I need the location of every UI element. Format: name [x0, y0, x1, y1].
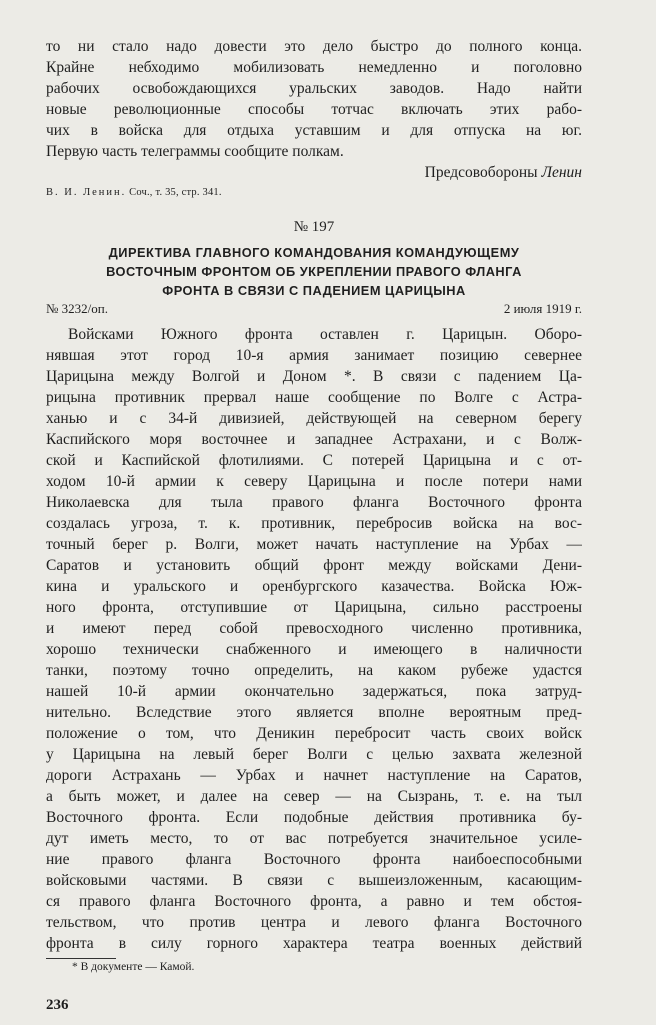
- page-number: 236: [46, 997, 69, 1013]
- footnote: * В документе — Камой.: [72, 961, 195, 973]
- text-line: ской и Каспийской флотилиями. С потерей Царицына и с от-: [46, 452, 582, 469]
- text-line: точный берег р. Волги, может начать наступление на Урбах —: [46, 536, 582, 553]
- text-line: Царицына между Волгой и Доном *. В связи с падением Ца-: [46, 368, 582, 385]
- text-line: танки, поэтому точно определить, на каком рубеже удастся: [46, 662, 582, 679]
- text-line: ние правого фланга Восточного фронта наибоеспособными: [46, 851, 582, 868]
- text-line: рицына противник прервал наше сообщение по Волге с Астра-: [46, 389, 582, 406]
- opening-paragraph: [46, 36, 582, 162]
- text-line: Каспийского моря восточнее и западнее Астрахани, и с Волж-: [46, 431, 582, 448]
- title-line: ФРОНТА В СВЯЗИ С ПАДЕНИЕМ ЦАРИЦЫНА: [162, 283, 466, 298]
- text-line: тельством, что против центра и левого фланга Восточного: [46, 914, 582, 931]
- body-paragraph: [46, 324, 582, 954]
- text-line: нашей 10-й армии окончательно задержаться, пока затруд-: [46, 683, 582, 700]
- text-line: ханью и с 34-й дивизией, действующей на северном берегу: [46, 410, 582, 427]
- signature: [46, 162, 582, 183]
- text-line: положение о том, что Деникин перебросит часть своих войск: [46, 725, 582, 742]
- text-line: Крайне небходимо мобилизовать немедленно и поголовно: [46, 59, 582, 76]
- text-line: у Царицына на левый берег Волги с целью захвата железной: [46, 746, 582, 763]
- text-line: рабочих освобождающихся уральских заводов. Надо найти: [46, 80, 582, 97]
- registration-number: № 3232/оп.: [46, 301, 108, 316]
- text-line: хорошо технически снабженного и имеющего в наличности: [46, 641, 582, 658]
- text-line: ного фронта, отступившие от Царицына, сильно расстроены: [46, 599, 582, 616]
- text-line: а быть может, и далее на север — на Сызрань, т. е. на тыл: [46, 788, 582, 805]
- text-line: создалась угроза, т. к. противник, перебросив войска на вос-: [46, 515, 582, 532]
- text-line: ходом 10-й армии к северу Царицына и после потери нами: [46, 473, 582, 490]
- title-line: ВОСТОЧНЫМ ФРОНТОМ ОБ УКРЕПЛЕНИИ ПРАВОГО ФЛАНГА: [106, 264, 522, 279]
- text-line: нявшая этот город 10-я армия занимает позицию севернее: [46, 347, 582, 364]
- document-date: 2 июля 1919 г.: [503, 301, 582, 316]
- text-line: нительно. Вследствие этого является вполне вероятным пред-: [46, 704, 582, 721]
- text-line: кина и уральского и оренбургского казачества. Войска Юж-: [46, 578, 582, 595]
- document-page: [46, 36, 582, 1014]
- document-title: [46, 243, 582, 300]
- signature-name: Ленин: [541, 164, 582, 181]
- text-line: Саратов и установить общий фронт между войсками Дени-: [46, 557, 582, 574]
- document-number: № 197: [293, 219, 335, 235]
- text-line: Восточного фронта. Если подобные действия противника бу-: [46, 809, 582, 826]
- text-line: то ни стало надо довести это дело быстро до полного конца.: [46, 38, 582, 55]
- text-line: Первую часть телеграммы сообщите полкам.: [46, 143, 344, 160]
- source-citation: [46, 187, 582, 205]
- text-line: новые революционные способы тотчас включать этих рабо-: [46, 101, 582, 118]
- text-line: ся правого фланга Восточного фронта, а равно и тем обстоя-: [46, 893, 582, 910]
- source-author: В. И. Ленин.: [46, 187, 127, 198]
- text-line: чих в войска для отдыха уставшим и для отпуска на юг.: [46, 122, 582, 139]
- text-line: Николаевска для тыла правого фланга Восточного фронта: [46, 494, 582, 511]
- text-line: дут иметь место, то от вас потребуется значительное усиле-: [46, 830, 582, 847]
- footnote-divider: [46, 958, 116, 959]
- source-reference: Соч., т. 35, стр. 341.: [129, 187, 222, 198]
- document-meta: [46, 300, 582, 318]
- title-line: ДИРЕКТИВА ГЛАВНОГО КОМАНДОВАНИЯ КОМАНДУЮЩЕМУ: [108, 245, 520, 260]
- text-line: дороги Астрахань — Урбах и начнет наступление на Саратов,: [46, 767, 582, 784]
- text-line: и имеют перед собой превосходного численно противника,: [46, 620, 582, 637]
- text-line: войсковыми частями. В связи с вышеизложенным, касающим-: [46, 872, 582, 889]
- text-line: фронта в силу горного характера театра военных действий: [46, 935, 582, 952]
- text-line: Войсками Южного фронта оставлен г. Царицын. Оборо-: [68, 326, 582, 343]
- signature-position: Предсовобороны: [424, 164, 538, 181]
